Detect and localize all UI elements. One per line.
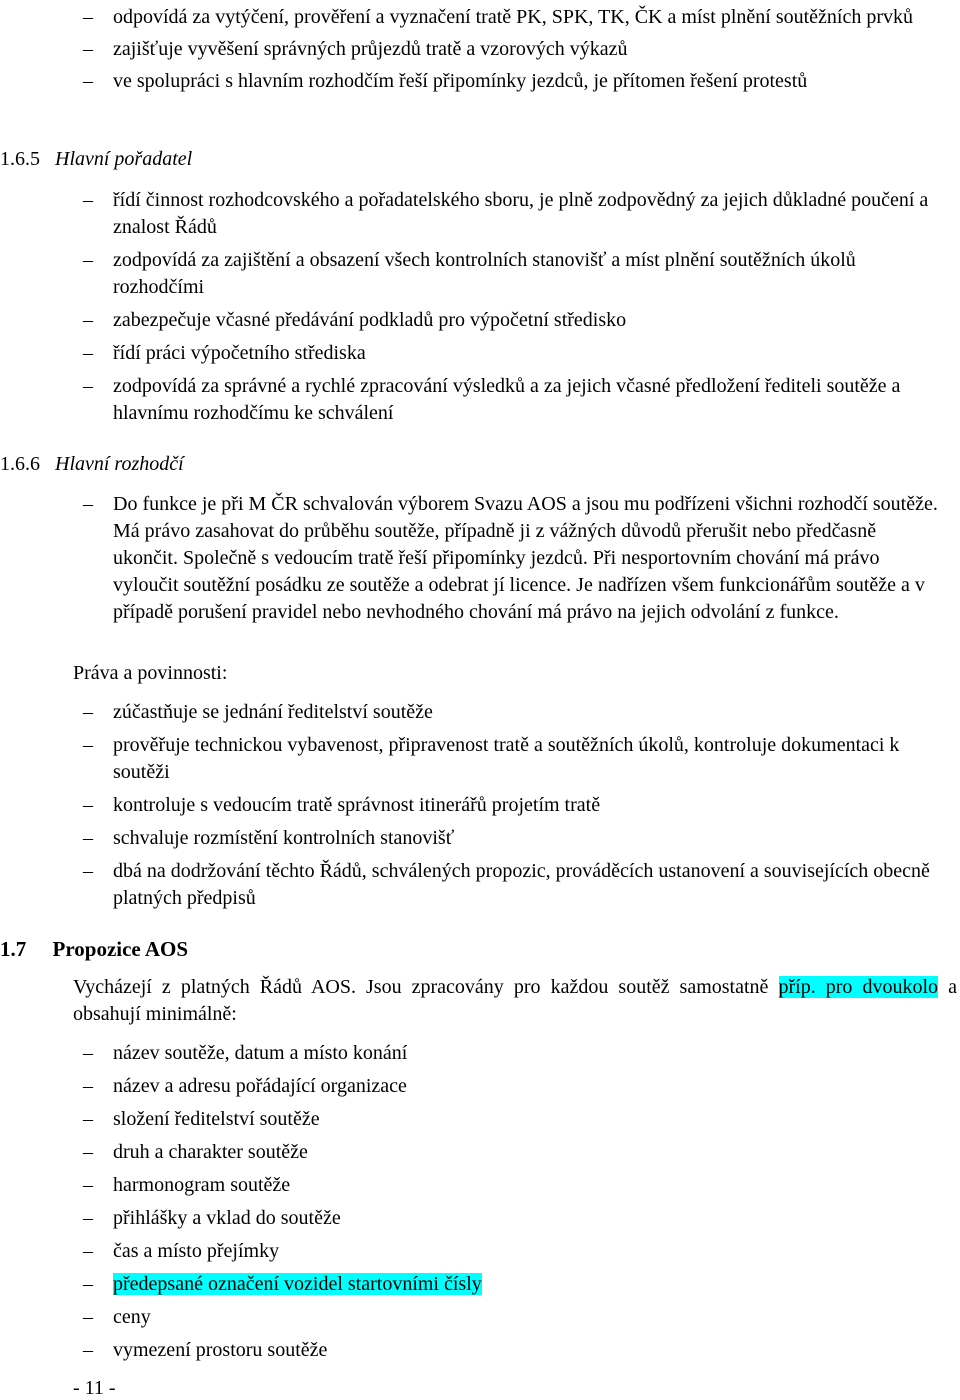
list-item: – schvaluje rozmístění kontrolních stanovišť: [83, 827, 455, 849]
list-item: – kontroluje s vedoucím tratě správnost itinerářů projetím tratě: [83, 794, 601, 816]
list-item: – zabezpečuje včasné předávání podkladů pro výpočetní středisko: [83, 309, 627, 331]
list-item: – název a adresu pořádající organizace: [83, 1075, 407, 1097]
highlighted-text: příp. pro dvoukolo: [778, 976, 939, 998]
section-17-list: [72, 1040, 932, 1364]
list-item: – prověřuje technickou vybavenost, připravenost tratě a soutěžních úkolů, kontroluje dokumentaci k soutěži: [83, 734, 900, 783]
section-heading-17: 1.7 Propozice AOS: [0, 937, 189, 961]
section-166-list: [72, 699, 932, 912]
section-heading-165: 1.6.5 Hlavní pořadatel: [0, 148, 193, 170]
list-item: – harmonogram soutěže: [83, 1174, 291, 1196]
list-item: – zodpovídá za správné a rychlé zpracování výsledků a za jejich včasné předložení řediteli soutěže a hlavnímu rozhodčímu ke schválení: [83, 375, 901, 424]
list-item: – složení ředitelství soutěže: [83, 1108, 320, 1130]
list-item: – předepsané označení vozidel startovními čísly: [83, 1273, 482, 1295]
list-item: – název soutěže, datum a místo konání: [83, 1042, 408, 1064]
rights-label: Práva a povinnosti:: [73, 662, 228, 684]
top-list: [72, 4, 932, 95]
highlighted-text: předepsané označení vozidel startovními čísly: [113, 1273, 482, 1295]
list-item: – Do funkce je při M ČR schvalován výborem Svazu AOS a jsou mu podřízeni všichni rozhodčí soutěže. Má právo zasahovat do průběhu soutěže, případně ji z vážných důvodů přerušit nebo předčasně ukončit. Společně s vedoucím tratě řeší připomínky jezdců. Při nesportovním chování má právo vyloučit soutěžní posádku ze soutěže a odebrat jí licence. Je nadřízen všem funkcionářům soutěže a v případě porušení pravidel nebo nevhodného chování má právo na jejich odvolání z funkce.: [83, 493, 938, 623]
list-item: – přihlášky a vklad do soutěže: [83, 1207, 341, 1229]
list-item: – řídí práci výpočetního střediska: [83, 342, 366, 364]
list-item: – řídí činnost rozhodcovského a pořadatelského sboru, je plně zodpovědný za jejich důkladné poučení a znalost Řádů: [83, 189, 929, 238]
list-item: – dbá na dodržování těchto Řádů, schválených propozic, prováděcích ustanovení a souvisejících obecně platných předpisů: [83, 860, 930, 909]
page-number: - 11 -: [73, 1377, 116, 1399]
list-item: – zúčastňuje se jednání ředitelství soutěže: [83, 701, 433, 723]
list-item: – odpovídá za vytýčení, prověření a vyznačení tratě PK, SPK, TK, ČK a míst plnění soutěžních prvků: [83, 6, 913, 28]
list-item: – zajišťuje vyvěšení správných průjezdů tratě a vzorových výkazů: [83, 38, 628, 60]
list-item: – vymezení prostoru soutěže: [83, 1339, 328, 1361]
section-166-intro: [72, 491, 944, 626]
section-heading-166: 1.6.6 Hlavní rozhodčí: [0, 453, 184, 475]
list-item: – ve spolupráci s hlavním rozhodčím řeší připomínky jezdců, je přítomen řešení protestů: [83, 70, 808, 92]
list-item: – čas a místo přejímky: [83, 1240, 280, 1262]
section-165-list: [72, 187, 932, 427]
list-item: – zodpovídá za zajištění a obsazení všech kontrolních stanovišť a míst plnění soutěžních úkolů rozhodčími: [83, 249, 856, 298]
section-17-intro: Vycházejí z platných Řádů AOS. Jsou zpracovány pro každou soutěž samostatně příp. pro dvoukolo a obsahují minimálně:: [73, 976, 957, 1025]
list-item: – druh a charakter soutěže: [83, 1141, 308, 1163]
list-item: – ceny: [83, 1306, 151, 1328]
